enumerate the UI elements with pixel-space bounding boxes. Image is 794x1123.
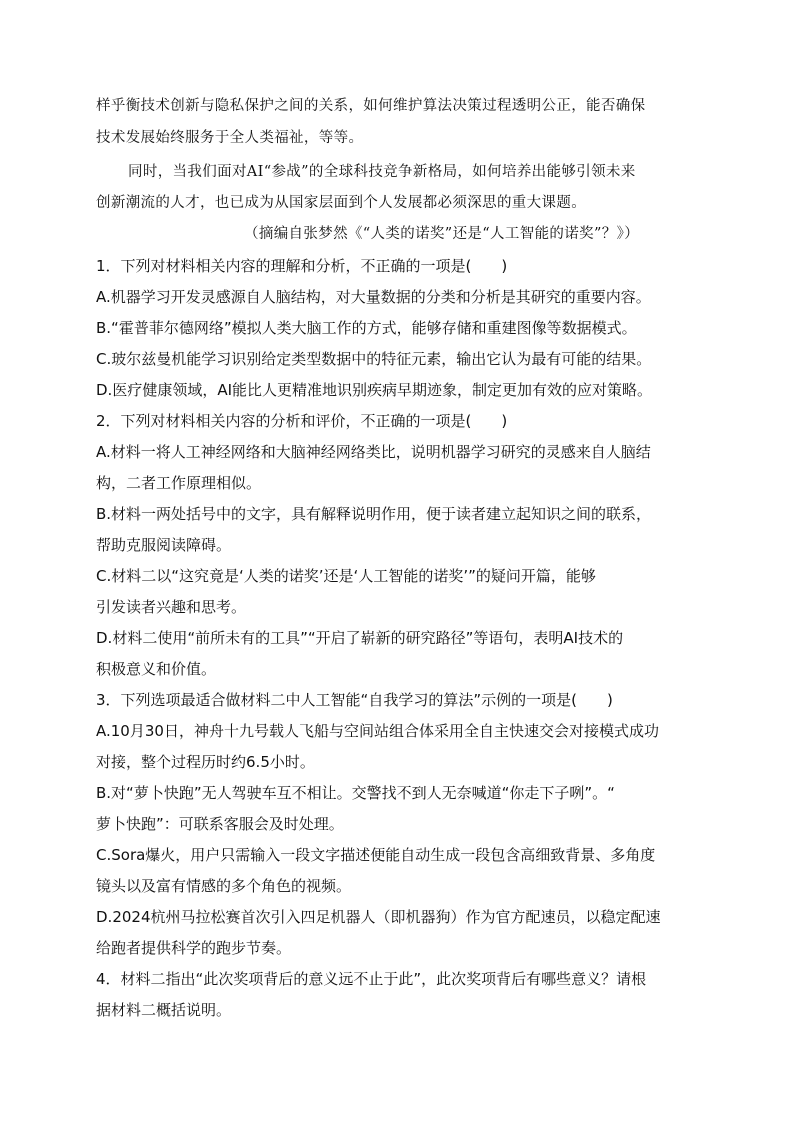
question-stem: 4．材料二指出“此次奖项背后的意义远不止于此”，此次奖项背后有哪些意义？请根 <box>96 970 647 988</box>
question-option: D.2024杭州马拉松赛首次引入四足机器人（即机器狗）作为官方配速员，以稳定配速 <box>96 908 661 926</box>
question-option-continued: 对接，整个过程历时约6.5小时。 <box>96 753 315 771</box>
passage-source: （摘编自张梦然《“人类的诺奖”还是“人工智能的诺奖”？》） <box>244 226 640 242</box>
question-option: A.10月30日，神舟十九号载人飞船与空间站组合体采用全自主快速交会对接模式成功 <box>96 722 659 740</box>
question-option: A.材料一将人工神经网络和大脑神经网络类比，说明机器学习研究的灵感来自人脑结 <box>96 443 651 461</box>
question-option-continued: 积极意义和价值。 <box>96 660 217 678</box>
question-option: D.材料二使用“前所未有的工具”“开启了崭新的研究路径”等语句，表明AI技术的 <box>96 629 624 647</box>
question-option: C.材料二以“这究竟是‘人类的诺奖’还是‘人工智能的诺奖’”的疑问开篇，能够 <box>96 567 596 585</box>
question-option-continued: 给跑者提供科学的跑步节奏。 <box>96 939 292 957</box>
question-option-continued: 萝卜快跑”：可联系客服会及时处理。 <box>96 815 344 833</box>
question-option: D.医疗健康领域，AI能比人更精准地识别疾病早期迹象，制定更加有效的应对策略。 <box>96 381 653 399</box>
passage-line: 创新潮流的人才，也已成为从国家层面到个人发展都必须深思的重大课题。 <box>96 195 587 211</box>
question-option-continued: 引发读者兴趣和思考。 <box>96 598 247 616</box>
question-stem-continued: 据材料二概括说明。 <box>96 1001 232 1019</box>
question-option: A.机器学习开发灵感源自人脑结构，对大量数据的分类和分析是其研究的重要内容。 <box>96 288 651 306</box>
question-stem: 1．下列对材料相关内容的理解和分析，不正确的一项是( ) <box>96 257 508 275</box>
question-option: B.材料一两处括号中的文字，具有解释说明作用，便于读者建立起知识之间的联系， <box>96 505 652 523</box>
passage-line: 同时，当我们面对AI“参战”的全球科技竞争新格局，如何培养出能够引领未来 <box>128 164 636 180</box>
question-option-continued: 帮助克服阅读障碍。 <box>96 536 232 554</box>
passage-line: 样乎衡技术创新与隐私保护之间的关系，如何维护算法决策过程透明公正，能否确保 <box>96 98 646 114</box>
question-option: C.玻尔兹曼机能学习识别给定类型数据中的特征元素，输出它认为最有可能的结果。 <box>96 350 652 368</box>
question-option: C.Sora爆火，用户只需输入一段文字描述便能自动生成一段包含高细致背景、多角度 <box>96 846 656 864</box>
question-stem: 3．下列选项最适合做材料二中人工智能“自我学习的算法”示例的一项是( ) <box>96 691 613 709</box>
question-option-continued: 构，二者工作原理相似。 <box>96 474 262 492</box>
question-option-continued: 镜头以及富有情感的多个角色的视频。 <box>96 877 352 895</box>
question-option: B.“霍普菲尔德网络”模拟人类大脑工作的方式，能够存储和重建图像等数据模式。 <box>96 319 637 337</box>
question-stem: 2．下列对材料相关内容的分析和评价，不正确的一项是( ) <box>96 412 508 430</box>
question-option: B.对“萝卜快跑”无人驾驶车互不相让。交警找不到人无奈喊道“你走下子咧”。“ <box>96 784 615 802</box>
passage-line: 技术发展始终服务于全人类福祉，等等。 <box>96 130 364 146</box>
